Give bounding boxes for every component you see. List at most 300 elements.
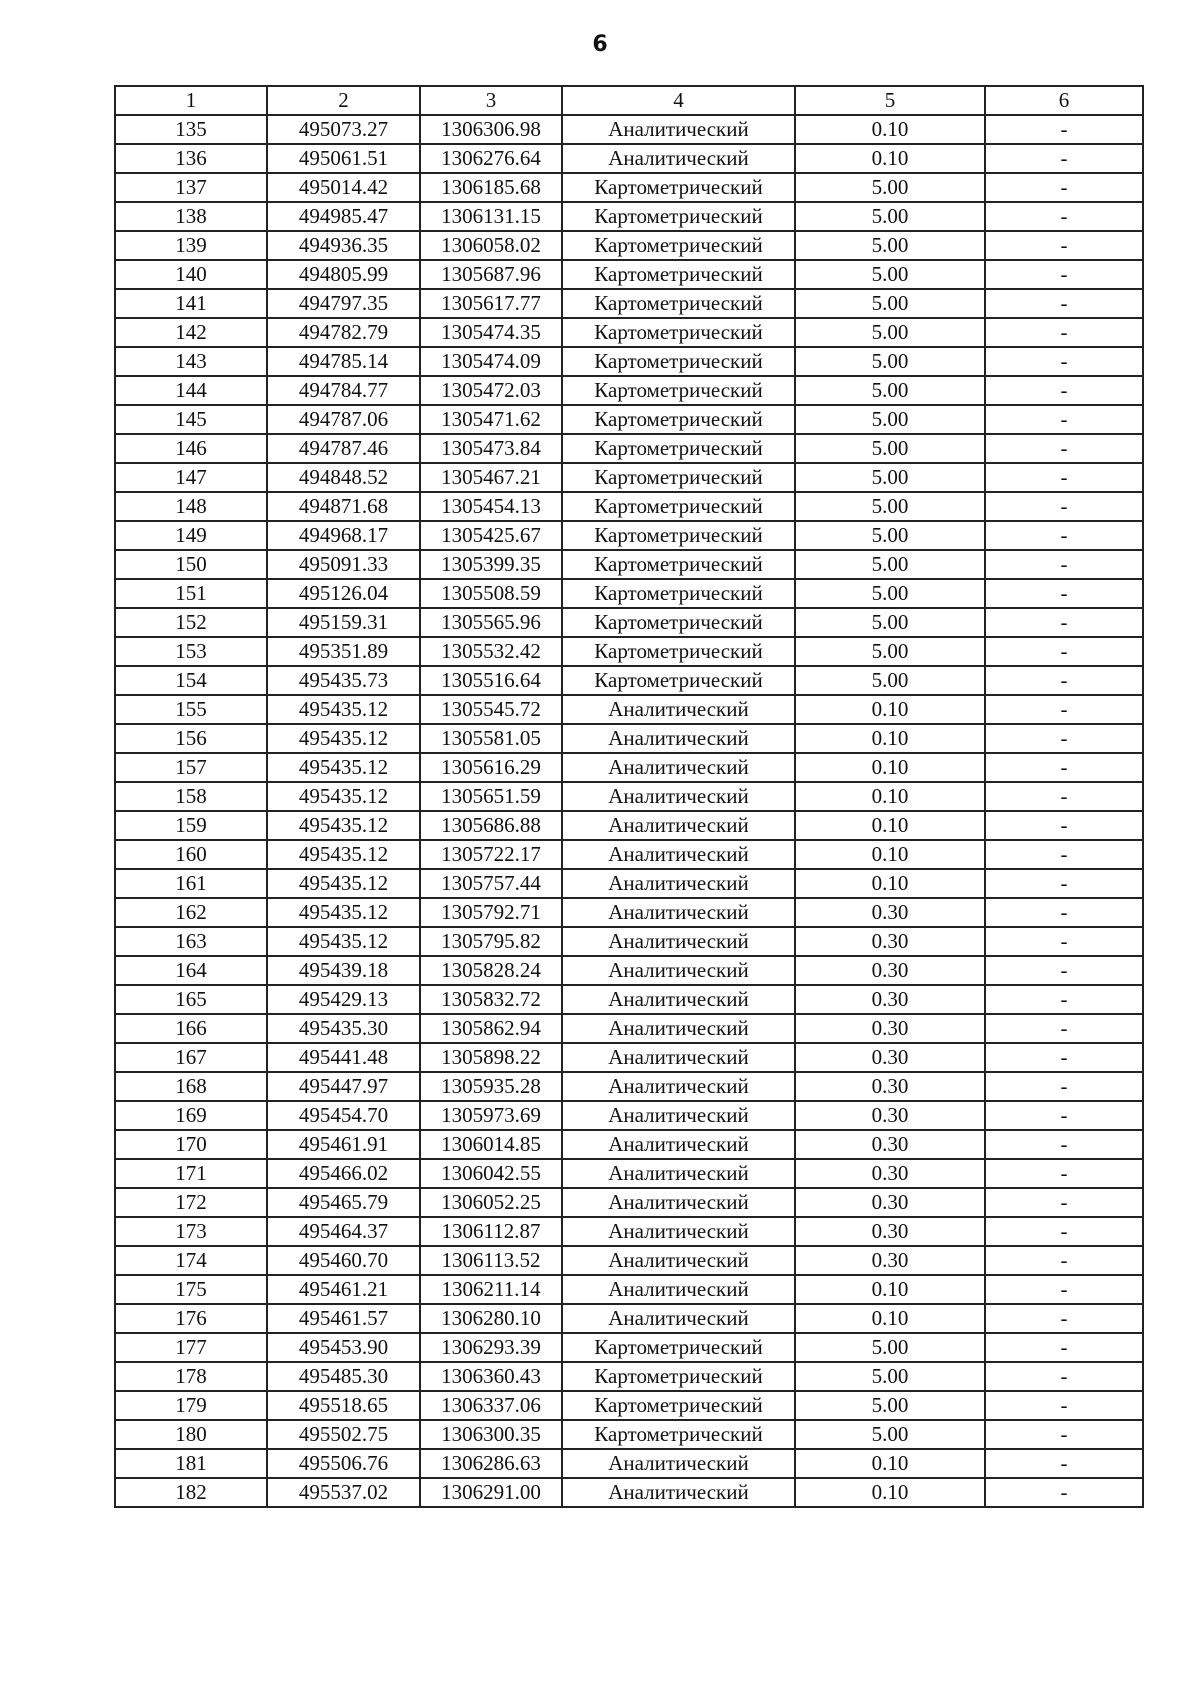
note-cell: - <box>985 521 1143 550</box>
accuracy-cell: 0.10 <box>795 753 985 782</box>
accuracy-cell: 5.00 <box>795 347 985 376</box>
point-number-cell: 174 <box>115 1246 267 1275</box>
y-coordinate-cell: 1305898.22 <box>420 1043 562 1072</box>
point-number-cell: 175 <box>115 1275 267 1304</box>
y-coordinate-cell: 1305795.82 <box>420 927 562 956</box>
method-cell: Аналитический <box>562 1217 795 1246</box>
note-cell: - <box>985 579 1143 608</box>
x-coordinate-cell: 495351.89 <box>267 637 420 666</box>
method-cell: Картометрический <box>562 289 795 318</box>
table-row <box>115 202 1143 231</box>
x-coordinate-cell: 495435.12 <box>267 782 420 811</box>
accuracy-cell: 0.30 <box>795 898 985 927</box>
table-row <box>115 492 1143 521</box>
point-number-cell: 162 <box>115 898 267 927</box>
y-coordinate-cell: 1305581.05 <box>420 724 562 753</box>
method-cell: Аналитический <box>562 1275 795 1304</box>
method-cell: Аналитический <box>562 1449 795 1478</box>
header-cell-1: 1 <box>115 86 267 115</box>
y-coordinate-cell: 1306300.35 <box>420 1420 562 1449</box>
note-cell: - <box>985 318 1143 347</box>
point-number-cell: 167 <box>115 1043 267 1072</box>
table-row <box>115 231 1143 260</box>
point-number-cell: 181 <box>115 1449 267 1478</box>
y-coordinate-cell: 1306113.52 <box>420 1246 562 1275</box>
x-coordinate-cell: 495506.76 <box>267 1449 420 1478</box>
accuracy-cell: 0.30 <box>795 1159 985 1188</box>
method-cell: Картометрический <box>562 637 795 666</box>
x-coordinate-cell: 495518.65 <box>267 1391 420 1420</box>
x-coordinate-cell: 495435.12 <box>267 724 420 753</box>
accuracy-cell: 5.00 <box>795 666 985 695</box>
point-number-cell: 148 <box>115 492 267 521</box>
table-row <box>115 173 1143 202</box>
x-coordinate-cell: 494784.77 <box>267 376 420 405</box>
table-row <box>115 1246 1143 1275</box>
x-coordinate-cell: 495435.12 <box>267 898 420 927</box>
table-row <box>115 115 1143 144</box>
y-coordinate-cell: 1305935.28 <box>420 1072 562 1101</box>
point-number-cell: 160 <box>115 840 267 869</box>
table-row <box>115 1130 1143 1159</box>
note-cell: - <box>985 695 1143 724</box>
accuracy-cell: 5.00 <box>795 1362 985 1391</box>
method-cell: Картометрический <box>562 376 795 405</box>
table-row <box>115 753 1143 782</box>
y-coordinate-cell: 1306112.87 <box>420 1217 562 1246</box>
note-cell: - <box>985 811 1143 840</box>
y-coordinate-cell: 1306014.85 <box>420 1130 562 1159</box>
accuracy-cell: 5.00 <box>795 260 985 289</box>
table-row <box>115 1217 1143 1246</box>
table-row <box>115 811 1143 840</box>
accuracy-cell: 0.30 <box>795 1101 985 1130</box>
table-row <box>115 782 1143 811</box>
x-coordinate-cell: 494782.79 <box>267 318 420 347</box>
y-coordinate-cell: 1305832.72 <box>420 985 562 1014</box>
point-number-cell: 135 <box>115 115 267 144</box>
table-row <box>115 434 1143 463</box>
note-cell: - <box>985 434 1143 463</box>
x-coordinate-cell: 495466.02 <box>267 1159 420 1188</box>
y-coordinate-cell: 1306211.14 <box>420 1275 562 1304</box>
note-cell: - <box>985 898 1143 927</box>
method-cell: Аналитический <box>562 753 795 782</box>
y-coordinate-cell: 1305617.77 <box>420 289 562 318</box>
x-coordinate-cell: 495502.75 <box>267 1420 420 1449</box>
note-cell: - <box>985 666 1143 695</box>
y-coordinate-cell: 1306131.15 <box>420 202 562 231</box>
table-row <box>115 144 1143 173</box>
accuracy-cell: 0.30 <box>795 1130 985 1159</box>
x-coordinate-cell: 495014.42 <box>267 173 420 202</box>
accuracy-cell: 0.30 <box>795 1217 985 1246</box>
y-coordinate-cell: 1305687.96 <box>420 260 562 289</box>
y-coordinate-cell: 1305474.09 <box>420 347 562 376</box>
x-coordinate-cell: 495159.31 <box>267 608 420 637</box>
point-number-cell: 142 <box>115 318 267 347</box>
x-coordinate-cell: 495454.70 <box>267 1101 420 1130</box>
note-cell: - <box>985 782 1143 811</box>
table-row <box>115 985 1143 1014</box>
y-coordinate-cell: 1306280.10 <box>420 1304 562 1333</box>
table-row <box>115 1362 1143 1391</box>
accuracy-cell: 0.30 <box>795 985 985 1014</box>
table-row <box>115 1333 1143 1362</box>
accuracy-cell: 5.00 <box>795 492 985 521</box>
note-cell: - <box>985 1275 1143 1304</box>
method-cell: Аналитический <box>562 840 795 869</box>
y-coordinate-cell: 1306337.06 <box>420 1391 562 1420</box>
method-cell: Аналитический <box>562 1246 795 1275</box>
y-coordinate-cell: 1306185.68 <box>420 173 562 202</box>
header-cell-2: 2 <box>267 86 420 115</box>
x-coordinate-cell: 495435.30 <box>267 1014 420 1043</box>
method-cell: Картометрический <box>562 173 795 202</box>
table-row <box>115 550 1143 579</box>
table-row <box>115 463 1143 492</box>
x-coordinate-cell: 495061.51 <box>267 144 420 173</box>
note-cell: - <box>985 463 1143 492</box>
accuracy-cell: 5.00 <box>795 1391 985 1420</box>
accuracy-cell: 0.10 <box>795 811 985 840</box>
point-number-cell: 159 <box>115 811 267 840</box>
header-cell-6: 6 <box>985 86 1143 115</box>
header-cell-5: 5 <box>795 86 985 115</box>
method-cell: Аналитический <box>562 1188 795 1217</box>
x-coordinate-cell: 495447.97 <box>267 1072 420 1101</box>
method-cell: Аналитический <box>562 1072 795 1101</box>
method-cell: Аналитический <box>562 985 795 1014</box>
accuracy-cell: 5.00 <box>795 202 985 231</box>
note-cell: - <box>985 1304 1143 1333</box>
x-coordinate-cell: 495435.12 <box>267 840 420 869</box>
table-body <box>115 115 1143 1507</box>
point-number-cell: 154 <box>115 666 267 695</box>
table-row <box>115 956 1143 985</box>
point-number-cell: 139 <box>115 231 267 260</box>
table-row <box>115 579 1143 608</box>
method-cell: Аналитический <box>562 782 795 811</box>
x-coordinate-cell: 494848.52 <box>267 463 420 492</box>
x-coordinate-cell: 494871.68 <box>267 492 420 521</box>
note-cell: - <box>985 1449 1143 1478</box>
y-coordinate-cell: 1305616.29 <box>420 753 562 782</box>
note-cell: - <box>985 637 1143 666</box>
method-cell: Картометрический <box>562 492 795 521</box>
method-cell: Картометрический <box>562 405 795 434</box>
accuracy-cell: 0.10 <box>795 1275 985 1304</box>
y-coordinate-cell: 1305516.64 <box>420 666 562 695</box>
point-number-cell: 172 <box>115 1188 267 1217</box>
note-cell: - <box>985 840 1143 869</box>
y-coordinate-cell: 1306291.00 <box>420 1478 562 1507</box>
method-cell: Аналитический <box>562 811 795 840</box>
accuracy-cell: 5.00 <box>795 173 985 202</box>
note-cell: - <box>985 927 1143 956</box>
accuracy-cell: 5.00 <box>795 463 985 492</box>
x-coordinate-cell: 495435.12 <box>267 811 420 840</box>
table-row <box>115 1391 1143 1420</box>
y-coordinate-cell: 1306042.55 <box>420 1159 562 1188</box>
table-row <box>115 695 1143 724</box>
note-cell: - <box>985 492 1143 521</box>
method-cell: Картометрический <box>562 260 795 289</box>
accuracy-cell: 0.30 <box>795 927 985 956</box>
x-coordinate-cell: 495461.21 <box>267 1275 420 1304</box>
point-number-cell: 179 <box>115 1391 267 1420</box>
y-coordinate-cell: 1305454.13 <box>420 492 562 521</box>
note-cell: - <box>985 405 1143 434</box>
accuracy-cell: 5.00 <box>795 1420 985 1449</box>
x-coordinate-cell: 495435.73 <box>267 666 420 695</box>
note-cell: - <box>985 115 1143 144</box>
accuracy-cell: 0.10 <box>795 1478 985 1507</box>
y-coordinate-cell: 1306360.43 <box>420 1362 562 1391</box>
method-cell: Аналитический <box>562 1101 795 1130</box>
y-coordinate-cell: 1305425.67 <box>420 521 562 550</box>
point-number-cell: 141 <box>115 289 267 318</box>
table-row <box>115 608 1143 637</box>
method-cell: Картометрический <box>562 608 795 637</box>
accuracy-cell: 5.00 <box>795 608 985 637</box>
y-coordinate-cell: 1305757.44 <box>420 869 562 898</box>
point-number-cell: 138 <box>115 202 267 231</box>
point-number-cell: 143 <box>115 347 267 376</box>
note-cell: - <box>985 1333 1143 1362</box>
x-coordinate-cell: 495465.79 <box>267 1188 420 1217</box>
accuracy-cell: 0.10 <box>795 1449 985 1478</box>
point-number-cell: 180 <box>115 1420 267 1449</box>
note-cell: - <box>985 956 1143 985</box>
method-cell: Аналитический <box>562 1130 795 1159</box>
method-cell: Аналитический <box>562 1014 795 1043</box>
method-cell: Картометрический <box>562 463 795 492</box>
method-cell: Картометрический <box>562 1333 795 1362</box>
method-cell: Картометрический <box>562 550 795 579</box>
accuracy-cell: 0.10 <box>795 724 985 753</box>
point-number-cell: 149 <box>115 521 267 550</box>
y-coordinate-cell: 1305473.84 <box>420 434 562 463</box>
accuracy-cell: 0.10 <box>795 1304 985 1333</box>
point-number-cell: 137 <box>115 173 267 202</box>
note-cell: - <box>985 1478 1143 1507</box>
table-row <box>115 347 1143 376</box>
note-cell: - <box>985 1391 1143 1420</box>
y-coordinate-cell: 1305467.21 <box>420 463 562 492</box>
method-cell: Аналитический <box>562 956 795 985</box>
x-coordinate-cell: 495073.27 <box>267 115 420 144</box>
point-number-cell: 158 <box>115 782 267 811</box>
x-coordinate-cell: 495126.04 <box>267 579 420 608</box>
y-coordinate-cell: 1305471.62 <box>420 405 562 434</box>
table-row <box>115 1449 1143 1478</box>
note-cell: - <box>985 347 1143 376</box>
point-number-cell: 169 <box>115 1101 267 1130</box>
method-cell: Картометрический <box>562 1362 795 1391</box>
x-coordinate-cell: 495435.12 <box>267 753 420 782</box>
note-cell: - <box>985 1072 1143 1101</box>
accuracy-cell: 0.30 <box>795 1043 985 1072</box>
y-coordinate-cell: 1306276.64 <box>420 144 562 173</box>
table-row <box>115 840 1143 869</box>
point-number-cell: 176 <box>115 1304 267 1333</box>
table-row <box>115 260 1143 289</box>
accuracy-cell: 0.30 <box>795 1246 985 1275</box>
point-number-cell: 152 <box>115 608 267 637</box>
point-number-cell: 173 <box>115 1217 267 1246</box>
point-number-cell: 166 <box>115 1014 267 1043</box>
point-number-cell: 177 <box>115 1333 267 1362</box>
method-cell: Аналитический <box>562 898 795 927</box>
method-cell: Картометрический <box>562 666 795 695</box>
note-cell: - <box>985 1101 1143 1130</box>
method-cell: Аналитический <box>562 144 795 173</box>
table-row <box>115 1159 1143 1188</box>
point-number-cell: 170 <box>115 1130 267 1159</box>
y-coordinate-cell: 1305973.69 <box>420 1101 562 1130</box>
x-coordinate-cell: 495435.12 <box>267 695 420 724</box>
x-coordinate-cell: 495461.91 <box>267 1130 420 1159</box>
point-number-cell: 178 <box>115 1362 267 1391</box>
method-cell: Аналитический <box>562 927 795 956</box>
y-coordinate-cell: 1305545.72 <box>420 695 562 724</box>
point-number-cell: 145 <box>115 405 267 434</box>
method-cell: Аналитический <box>562 869 795 898</box>
point-number-cell: 156 <box>115 724 267 753</box>
accuracy-cell: 5.00 <box>795 289 985 318</box>
note-cell: - <box>985 869 1143 898</box>
y-coordinate-cell: 1305792.71 <box>420 898 562 927</box>
method-cell: Картометрический <box>562 231 795 260</box>
accuracy-cell: 0.30 <box>795 1014 985 1043</box>
method-cell: Аналитический <box>562 724 795 753</box>
y-coordinate-cell: 1305474.35 <box>420 318 562 347</box>
note-cell: - <box>985 376 1143 405</box>
method-cell: Аналитический <box>562 1478 795 1507</box>
x-coordinate-cell: 494787.06 <box>267 405 420 434</box>
point-number-cell: 140 <box>115 260 267 289</box>
y-coordinate-cell: 1305565.96 <box>420 608 562 637</box>
method-cell: Картометрический <box>562 1391 795 1420</box>
x-coordinate-cell: 494936.35 <box>267 231 420 260</box>
point-number-cell: 150 <box>115 550 267 579</box>
header-row <box>115 86 1143 115</box>
table-row <box>115 1101 1143 1130</box>
x-coordinate-cell: 495435.12 <box>267 869 420 898</box>
table-row <box>115 1188 1143 1217</box>
table-row <box>115 1072 1143 1101</box>
point-number-cell: 157 <box>115 753 267 782</box>
table-row <box>115 1043 1143 1072</box>
accuracy-cell: 5.00 <box>795 579 985 608</box>
accuracy-cell: 5.00 <box>795 521 985 550</box>
accuracy-cell: 0.10 <box>795 840 985 869</box>
method-cell: Аналитический <box>562 115 795 144</box>
method-cell: Картометрический <box>562 1420 795 1449</box>
x-coordinate-cell: 495460.70 <box>267 1246 420 1275</box>
x-coordinate-cell: 495091.33 <box>267 550 420 579</box>
y-coordinate-cell: 1305508.59 <box>420 579 562 608</box>
note-cell: - <box>985 289 1143 318</box>
x-coordinate-cell: 495439.18 <box>267 956 420 985</box>
x-coordinate-cell: 495435.12 <box>267 927 420 956</box>
note-cell: - <box>985 1217 1143 1246</box>
point-number-cell: 144 <box>115 376 267 405</box>
page-number: 6 <box>592 32 608 57</box>
method-cell: Картометрический <box>562 318 795 347</box>
table-row <box>115 1304 1143 1333</box>
table-row <box>115 376 1143 405</box>
note-cell: - <box>985 231 1143 260</box>
y-coordinate-cell: 1306293.39 <box>420 1333 562 1362</box>
accuracy-cell: 0.30 <box>795 956 985 985</box>
accuracy-cell: 0.10 <box>795 782 985 811</box>
note-cell: - <box>985 550 1143 579</box>
method-cell: Картометрический <box>562 521 795 550</box>
point-number-cell: 153 <box>115 637 267 666</box>
note-cell: - <box>985 1014 1143 1043</box>
table-header <box>115 86 1143 115</box>
table-row <box>115 405 1143 434</box>
table-row <box>115 724 1143 753</box>
method-cell: Картометрический <box>562 347 795 376</box>
x-coordinate-cell: 495429.13 <box>267 985 420 1014</box>
note-cell: - <box>985 1130 1143 1159</box>
accuracy-cell: 5.00 <box>795 434 985 463</box>
point-number-cell: 147 <box>115 463 267 492</box>
y-coordinate-cell: 1306052.25 <box>420 1188 562 1217</box>
note-cell: - <box>985 608 1143 637</box>
x-coordinate-cell: 495485.30 <box>267 1362 420 1391</box>
note-cell: - <box>985 1188 1143 1217</box>
y-coordinate-cell: 1305722.17 <box>420 840 562 869</box>
y-coordinate-cell: 1305532.42 <box>420 637 562 666</box>
point-number-cell: 161 <box>115 869 267 898</box>
y-coordinate-cell: 1305472.03 <box>420 376 562 405</box>
point-number-cell: 163 <box>115 927 267 956</box>
accuracy-cell: 5.00 <box>795 318 985 347</box>
note-cell: - <box>985 753 1143 782</box>
accuracy-cell: 0.30 <box>795 1072 985 1101</box>
y-coordinate-cell: 1305399.35 <box>420 550 562 579</box>
table-row <box>115 927 1143 956</box>
point-number-cell: 165 <box>115 985 267 1014</box>
accuracy-cell: 5.00 <box>795 637 985 666</box>
coordinates-table <box>114 85 1144 1508</box>
note-cell: - <box>985 1159 1143 1188</box>
x-coordinate-cell: 495461.57 <box>267 1304 420 1333</box>
method-cell: Картометрический <box>562 579 795 608</box>
x-coordinate-cell: 494787.46 <box>267 434 420 463</box>
method-cell: Аналитический <box>562 1043 795 1072</box>
x-coordinate-cell: 494797.35 <box>267 289 420 318</box>
note-cell: - <box>985 260 1143 289</box>
y-coordinate-cell: 1306306.98 <box>420 115 562 144</box>
table-row <box>115 318 1143 347</box>
method-cell: Картометрический <box>562 434 795 463</box>
y-coordinate-cell: 1305686.88 <box>420 811 562 840</box>
point-number-cell: 146 <box>115 434 267 463</box>
header-cell-3: 3 <box>420 86 562 115</box>
point-number-cell: 151 <box>115 579 267 608</box>
note-cell: - <box>985 144 1143 173</box>
accuracy-cell: 0.10 <box>795 869 985 898</box>
table-row <box>115 898 1143 927</box>
point-number-cell: 168 <box>115 1072 267 1101</box>
table-row <box>115 1420 1143 1449</box>
point-number-cell: 171 <box>115 1159 267 1188</box>
